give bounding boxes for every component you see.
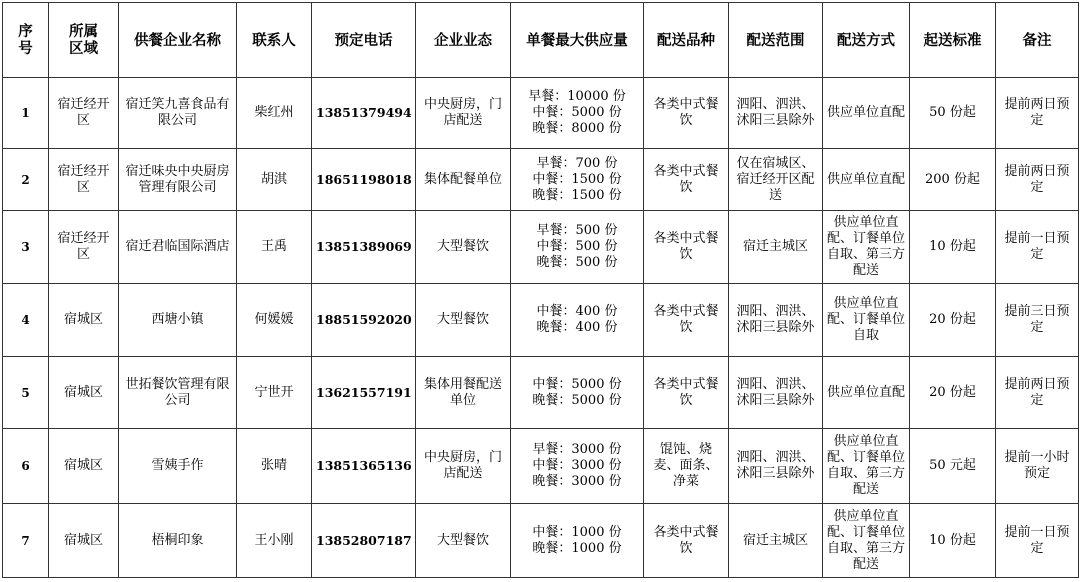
contact-cell: 何媛媛: [237, 284, 312, 357]
header-range: 配送范围: [729, 3, 823, 78]
supply-line: 早餐：700 份: [536, 155, 618, 171]
row-number: 7: [3, 504, 49, 578]
note-cell: 提前一日预定: [996, 211, 1079, 284]
company-cell: 梧桐印象: [119, 504, 237, 578]
min-order-cell: 200 份起: [910, 149, 996, 211]
header-no: 序号: [3, 3, 49, 78]
company-cell: 宿迁味央中央厨房管理有限公司: [119, 149, 237, 211]
supplier-table: [2, 2, 1079, 578]
range-cell: 泗阳、泗洪、沭阳三县除外: [729, 78, 823, 149]
range-cell: 泗阳、泗洪、沭阳三县除外: [729, 284, 823, 357]
supply-cell: [511, 504, 644, 578]
header-contact: 联系人: [237, 3, 312, 78]
supply-line: 中餐：500 份: [536, 239, 618, 254]
supply-line: 中餐：5000 份: [532, 376, 622, 392]
method-cell: 供应单位直配、订餐单位自取、第三方配送: [823, 429, 910, 504]
company-cell: 西塘小镇: [119, 284, 237, 357]
phone-cell: 18651198018: [312, 149, 416, 211]
min-order-cell: 50 份起: [910, 78, 996, 149]
note-cell: 提前一日预定: [996, 504, 1079, 578]
supply-line: 中餐：1000 份: [532, 524, 622, 540]
phone-cell: 13851365136: [312, 429, 416, 504]
contact-cell: 宁世开: [237, 357, 312, 429]
variety-cell: 各类中式餐饮: [644, 78, 729, 149]
note-cell: 提前一小时预定: [996, 429, 1079, 504]
min-order-cell: 10 份起: [910, 211, 996, 284]
area-cell: 宿城区: [49, 504, 119, 578]
supply-line: 中餐：400 份: [536, 304, 618, 319]
header-min: 起送标准: [910, 3, 996, 78]
variety-cell: 各类中式餐饮: [644, 357, 729, 429]
business-cell: 集体用餐配送单位: [416, 357, 511, 429]
row-number: 6: [3, 429, 49, 504]
variety-cell: 各类中式餐饮: [644, 211, 729, 284]
row-number: 5: [3, 357, 49, 429]
company-cell: 世拓餐饮管理有限公司: [119, 357, 237, 429]
method-cell: 供应单位直配: [823, 357, 910, 429]
note-cell: 提前两日预定: [996, 78, 1079, 149]
variety-cell: 馄饨、烧麦、面条、净菜: [644, 429, 729, 504]
area-cell: 宿迁经开区: [49, 211, 119, 284]
company-cell: 雪姨手作: [119, 429, 237, 504]
header-variety: 配送品种: [644, 3, 729, 78]
min-order-cell: 10 份起: [910, 504, 996, 578]
header-note: 备注: [996, 3, 1079, 78]
row-number: 4: [3, 284, 49, 357]
supply-line: 晚餐：400 份: [536, 320, 618, 335]
supply-line: 晚餐：1000 份: [532, 540, 622, 556]
supply-line: 中餐：1500 份: [532, 171, 622, 187]
company-cell: 宿迁君临国际酒店: [119, 211, 237, 284]
table-row: [3, 284, 1079, 357]
supply-cell: [511, 284, 644, 357]
table-row: [3, 357, 1079, 429]
header-method: 配送方式: [823, 3, 910, 78]
range-cell: 宿迁主城区: [729, 504, 823, 578]
method-cell: 供应单位直配、订餐单位自取、第三方配送: [823, 504, 910, 578]
business-cell: 大型餐饮: [416, 211, 511, 284]
header-business: 企业业态: [416, 3, 511, 78]
table-row: [3, 429, 1079, 504]
variety-cell: 各类中式餐饮: [644, 149, 729, 211]
supply-line: 晚餐：3000 份: [532, 474, 622, 489]
supply-cell: [511, 357, 644, 429]
range-cell: 泗阳、泗洪、沭阳三县除外: [729, 429, 823, 504]
method-cell: 供应单位直配: [823, 149, 910, 211]
method-cell: 供应单位直配、订餐单位自取、第三方配送: [823, 211, 910, 284]
row-number: 1: [3, 78, 49, 149]
range-cell: 宿迁主城区: [729, 211, 823, 284]
business-cell: 大型餐饮: [416, 504, 511, 578]
table-row: [3, 211, 1079, 284]
supply-line: 晚餐：5000 份: [532, 392, 622, 408]
min-order-cell: 20 份起: [910, 357, 996, 429]
contact-cell: 王小刚: [237, 504, 312, 578]
supply-line: 晚餐：500 份: [536, 255, 618, 270]
phone-cell: 13851379494: [312, 78, 416, 149]
area-cell: 宿城区: [49, 284, 119, 357]
supply-line: 早餐：500 份: [536, 223, 618, 238]
variety-cell: 各类中式餐饮: [644, 284, 729, 357]
row-number: 3: [3, 211, 49, 284]
supply-line: 早餐：10000 份: [528, 89, 626, 104]
company-cell: 宿迁笑九喜食品有限公司: [119, 78, 237, 149]
supply-line: 晚餐：1500 份: [532, 187, 622, 203]
supply-line: 早餐：3000 份: [532, 442, 622, 457]
supply-cell: [511, 149, 644, 211]
business-cell: 大型餐饮: [416, 284, 511, 357]
phone-cell: 13851389069: [312, 211, 416, 284]
phone-cell: 13852807187: [312, 504, 416, 578]
supply-cell: [511, 211, 644, 284]
header-row: [3, 3, 1079, 78]
supply-line: 中餐：5000 份: [532, 105, 622, 120]
note-cell: 提前三日预定: [996, 284, 1079, 357]
contact-cell: 王禹: [237, 211, 312, 284]
range-cell: 仅在宿城区、宿迁经开区配送: [729, 149, 823, 211]
business-cell: 中央厨房，门店配送: [416, 429, 511, 504]
header-area: 所属区域: [49, 3, 119, 78]
row-number: 2: [3, 149, 49, 211]
range-cell: 泗阳、泗洪、沭阳三县除外: [729, 357, 823, 429]
supply-line: 晚餐：8000 份: [532, 121, 622, 136]
min-order-cell: 20 份起: [910, 284, 996, 357]
supply-cell: [511, 78, 644, 149]
table-row: [3, 504, 1079, 578]
contact-cell: 柴红州: [237, 78, 312, 149]
area-cell: 宿城区: [49, 357, 119, 429]
phone-cell: 13621557191: [312, 357, 416, 429]
method-cell: 供应单位直配: [823, 78, 910, 149]
supply-cell: [511, 429, 644, 504]
area-cell: 宿迁经开区: [49, 78, 119, 149]
contact-cell: 胡淇: [237, 149, 312, 211]
note-cell: 提前两日预定: [996, 149, 1079, 211]
area-cell: 宿迁经开区: [49, 149, 119, 211]
min-order-cell: 50 元起: [910, 429, 996, 504]
area-cell: 宿城区: [49, 429, 119, 504]
header-supply: 单餐最大供应量: [511, 3, 644, 78]
header-phone: 预定电话: [312, 3, 416, 78]
business-cell: 集体配餐单位: [416, 149, 511, 211]
table-row: [3, 149, 1079, 211]
supply-line: 中餐：3000 份: [532, 458, 622, 473]
phone-cell: 18851592020: [312, 284, 416, 357]
contact-cell: 张晴: [237, 429, 312, 504]
table-row: [3, 78, 1079, 149]
method-cell: 供应单位直配、订餐单位自取: [823, 284, 910, 357]
header-company: 供餐企业名称: [119, 3, 237, 78]
business-cell: 中央厨房，门店配送: [416, 78, 511, 149]
note-cell: 提前两日预定: [996, 357, 1079, 429]
variety-cell: 各类中式餐饮: [644, 504, 729, 578]
